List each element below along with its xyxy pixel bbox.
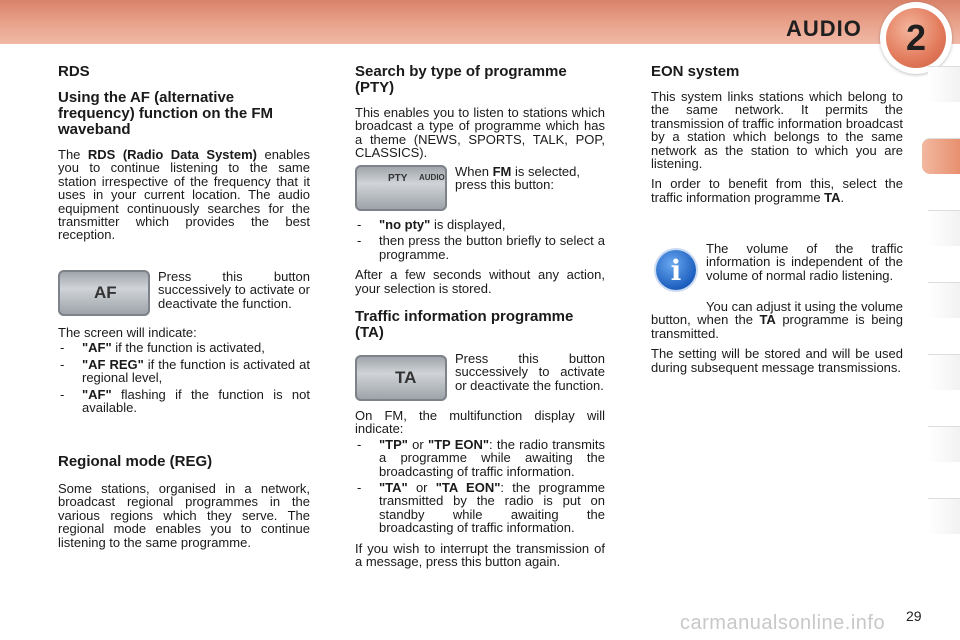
rds-title: RDS bbox=[58, 63, 90, 80]
audio-button-label: AUDIO bbox=[419, 173, 445, 182]
column-right bbox=[651, 64, 903, 211]
ta-title: Traffic information programme (TA) bbox=[355, 308, 574, 342]
interrupt-text: If you wish to interrupt the transmission of a message, press this button again. bbox=[355, 540, 605, 570]
setting-text: The setting will be stored and will be used during subsequent message transmissions. bbox=[651, 346, 903, 375]
regional-title: Regional mode (REG) bbox=[58, 453, 213, 470]
list-item: - "AF" if the function is activated, bbox=[60, 340, 265, 356]
side-tab-1[interactable] bbox=[928, 66, 960, 102]
volume-adjust-block bbox=[651, 300, 903, 381]
chapter-side-tabs bbox=[928, 66, 960, 576]
regional-text: Some stations, organised in a network, broadcast regional programmes in the various regions which they serve. The regional mode enables you to continue listening to the same programme. bbox=[58, 481, 310, 550]
list-item: - then press the button briefly to select a programme. bbox=[357, 233, 605, 262]
page-number: 29 bbox=[906, 608, 922, 624]
list-item: - "AF REG" if the function is activated at regional level, bbox=[60, 356, 310, 386]
eon-text: This system links stations which belong to the same network. It permits the transmission of traffic information broadcast by a station which belongs to the same network as the station to which you are listening. bbox=[651, 89, 903, 172]
side-tab-3[interactable] bbox=[928, 210, 960, 246]
list-item: - "no pty" is displayed, bbox=[357, 217, 506, 232]
regional-block bbox=[58, 454, 310, 556]
info-icon: i bbox=[656, 250, 696, 290]
pty-button-label: PTY bbox=[388, 173, 408, 184]
watermark: carmanualsonline.info bbox=[680, 612, 886, 634]
chapter-title: AUDIO bbox=[786, 16, 862, 41]
screen-indicate-text: The screen will indicate: bbox=[58, 325, 197, 340]
ta-button-label: TA bbox=[395, 368, 417, 387]
af-title: Using the AF (alternative frequency) function on the FM waveband bbox=[58, 89, 273, 138]
pty-after-text: After a few seconds without any action, your selection is stored. bbox=[355, 267, 605, 296]
side-tab-audio-active[interactable] bbox=[922, 138, 960, 174]
af-button-label: AF bbox=[94, 283, 117, 302]
column-middle bbox=[355, 64, 605, 167]
pty-when-text: When FM is selected, press this button: bbox=[455, 164, 581, 193]
side-tab-7[interactable] bbox=[928, 498, 960, 534]
af-screen-block bbox=[58, 326, 310, 417]
header-divider bbox=[0, 44, 960, 52]
chapter-number: 2 bbox=[886, 8, 946, 68]
column-left bbox=[58, 64, 310, 249]
list-item: - "AF" flashing if the function is not available. bbox=[60, 386, 310, 416]
list-item: - "TA" or "TA EON": the programme transmitted by the radio is put on standby while awaiting the broadcasting of traffic information. bbox=[357, 480, 605, 536]
side-tab-6[interactable] bbox=[928, 426, 960, 462]
af-button-description: Press this button successively to activate or deactivate the function. bbox=[158, 269, 310, 311]
side-tab-4[interactable] bbox=[928, 282, 960, 318]
side-tab-5[interactable] bbox=[928, 354, 960, 390]
ta-button-description: Press this button successively to activate or deactivate the function. bbox=[455, 351, 605, 393]
ta-display-block bbox=[355, 409, 605, 575]
pty-steps bbox=[355, 218, 605, 351]
eon-title: EON system bbox=[651, 63, 740, 80]
adjust-text: You can adjust it using the volume button, when the TA programme is being transmitted. bbox=[651, 299, 903, 341]
pty-text: This enables you to listen to stations which broadcast a type of programme which has a theme (NEWS, SPORTS, TALK, POP, CLASSICS). bbox=[355, 105, 605, 161]
fm-display-text: On FM, the multifunction display will indicate: bbox=[355, 408, 605, 437]
list-item: - "TP" or "TP EON": the radio transmits a programme while awaiting the broadcasting of traffic information. bbox=[357, 436, 605, 479]
rds-intro: The RDS (Radio Data System) enables you to continue listening to the same station irrespective of the frequency that it uses in your current location. The audio equipment continuously searches for the transmitter which provides the best reception. bbox=[58, 147, 311, 243]
pty-button-image bbox=[355, 165, 447, 211]
volume-note: The volume of the traffic information is independent of the volume of normal radio listening. bbox=[706, 241, 903, 283]
ta-button-image bbox=[355, 355, 447, 401]
af-button-image bbox=[58, 270, 150, 316]
pty-title: Search by type of programme (PTY) bbox=[355, 63, 567, 96]
benefit-text: In order to benefit from this, select the traffic information programme TA. bbox=[651, 176, 903, 205]
